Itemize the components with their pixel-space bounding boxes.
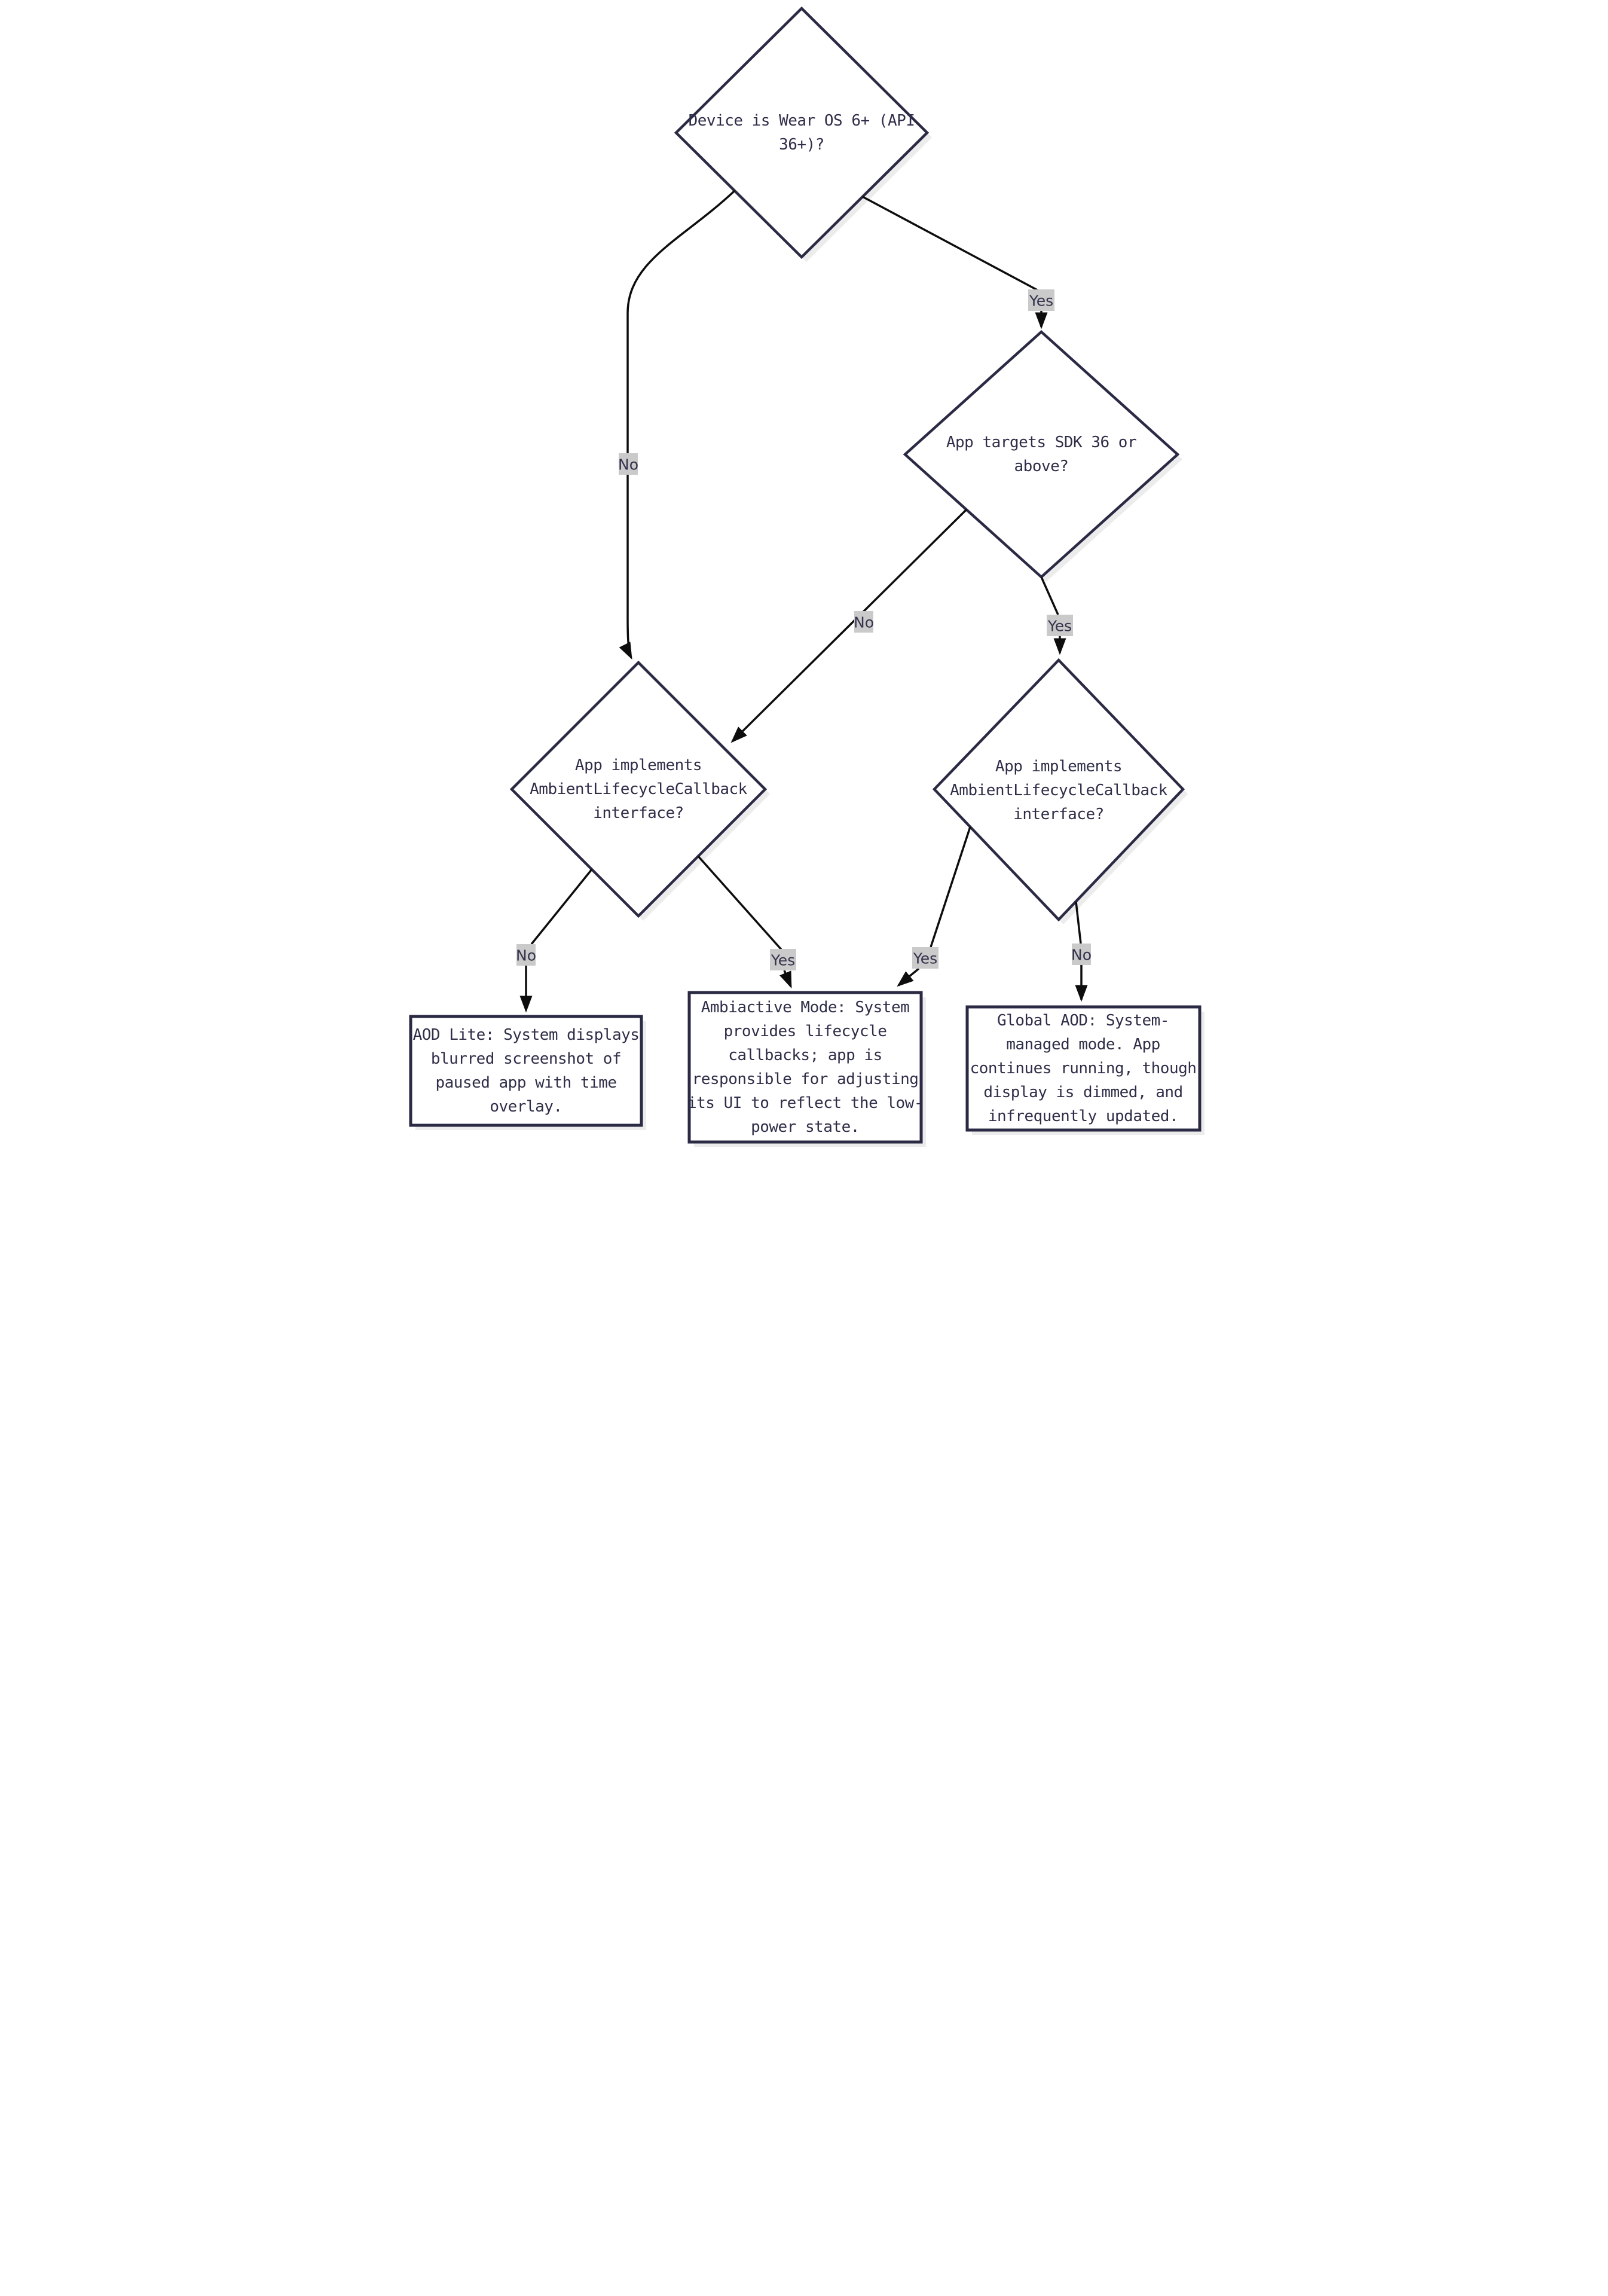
node-label-aod-lite: AOD Lite: System displays blurred screenshot of paused app with time overlay. [412,1026,639,1116]
node-label-ambient-left: App implements AmbientLifecycleCallback interface? [529,756,747,822]
edge-label-wear-os-no [618,453,638,475]
node-label-ambient-right: App implements AmbientLifecycleCallback interface? [949,758,1167,823]
edge-label-text: No [853,613,874,631]
edge-ambient-right-yes-arrow [898,969,919,985]
decision-node-wear-os [676,8,927,257]
edge-label-text: Yes [771,951,795,969]
edge-label-wear-os-yes [1028,289,1054,311]
node-label-sdk36: App targets SDK 36 or above? [946,433,1136,475]
edge-wear-os-yes-segment [863,197,1040,291]
edge-label-text: No [1071,946,1092,964]
edge-ambient-left-no-segment [531,869,592,944]
edge-ambient-left-yes-arrow [784,970,791,987]
edge-label-ambient-left-no [516,944,536,966]
edge-label-text: Yes [1047,617,1072,635]
decision-node-ambient-right [934,660,1183,920]
flowchart-page [402,0,1206,1148]
result-node-ambiactive [687,993,923,1142]
result-node-global-aod [967,1007,1200,1130]
node-label-wear-os: Device is Wear OS 6+ (API 36+)? [688,112,915,154]
edge-ambient-right-yes-segment [931,827,970,947]
diamond-shape-wear-os [676,8,927,257]
edge-label-text: No [617,456,638,474]
node-label-global-aod: Global AOD: System-managed mode. App continues running, though display is dimmed, and infrequently updated. [970,1012,1196,1125]
flowchart-canvas [402,0,1206,1148]
edge-wear-os-no-arrow [628,191,735,658]
edge-label-text: Yes [1029,292,1053,310]
edge-label-ambient-left-yes [770,949,796,970]
decision-node-sdk36 [905,332,1178,577]
edge-label-ambient-right-no [1071,944,1092,965]
edge-sdk36-no-arrow [732,509,967,741]
edge-sdk36-yes-segment [1041,577,1058,615]
node-label-ambiactive: Ambiactive Mode: System provides lifecycle callbacks; app is responsible for adjusting its UI to reflect the low-power state. [687,999,923,1136]
edge-label-sdk36-no [854,611,874,633]
edge-label-ambient-right-yes [912,947,938,969]
edge-label-text: No [515,947,536,964]
decision-node-ambient-left [512,662,765,916]
diamond-shape-sdk36 [905,332,1178,577]
result-node-aod-lite [411,1016,641,1125]
edge-label-sdk36-yes [1047,615,1073,636]
edge-label-text: Yes [913,949,937,967]
edge-ambient-left-yes-segment [698,856,781,949]
